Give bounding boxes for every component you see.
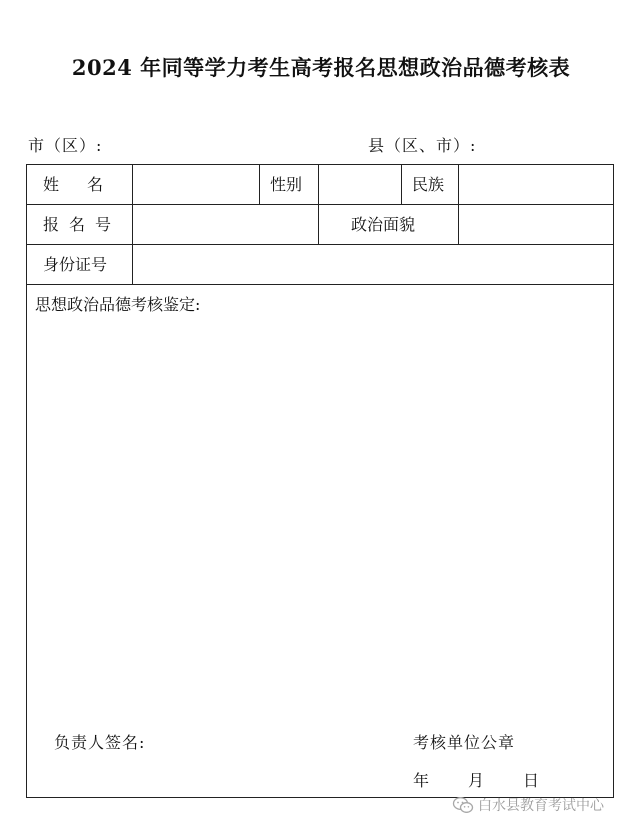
page-title: 2024 年同等学力考生高考报名思想政治品德考核表 bbox=[71, 55, 571, 80]
assessment-label: 思想政治品德考核鉴定: bbox=[35, 295, 201, 314]
signature-label: 负责人签名: bbox=[54, 733, 146, 752]
col-divider-label bbox=[132, 165, 133, 284]
date-year-label: 年 bbox=[413, 771, 430, 790]
row-divider-1 bbox=[27, 204, 613, 205]
assessment-form-table bbox=[26, 164, 614, 798]
name-label: 姓名 bbox=[43, 175, 132, 194]
date-month-label: 月 bbox=[468, 771, 485, 790]
row-divider-3 bbox=[27, 284, 613, 285]
col-divider-gender-label bbox=[259, 165, 260, 204]
id-number-label: 身份证号 bbox=[43, 255, 108, 274]
date-day-label: 日 bbox=[523, 771, 540, 790]
watermark-text: 白水县教育考试中心 bbox=[478, 798, 604, 814]
col-divider-ethnicity-value bbox=[458, 165, 459, 244]
row-divider-2 bbox=[27, 244, 613, 245]
city-district-label: 市（区）: bbox=[28, 136, 103, 155]
registration-number-label: 报名号 bbox=[43, 215, 122, 234]
political-status-label: 政治面貌 bbox=[351, 215, 416, 234]
wechat-icon bbox=[452, 796, 474, 814]
watermark bbox=[452, 794, 604, 816]
col-divider-gender-value bbox=[318, 165, 319, 244]
ethnicity-label: 民族 bbox=[412, 175, 445, 194]
county-district-label: 县（区、市）: bbox=[368, 136, 477, 155]
col-divider-ethnicity-label bbox=[401, 165, 402, 204]
seal-label: 考核单位公章 bbox=[413, 733, 516, 752]
gender-label: 性别 bbox=[270, 175, 303, 194]
